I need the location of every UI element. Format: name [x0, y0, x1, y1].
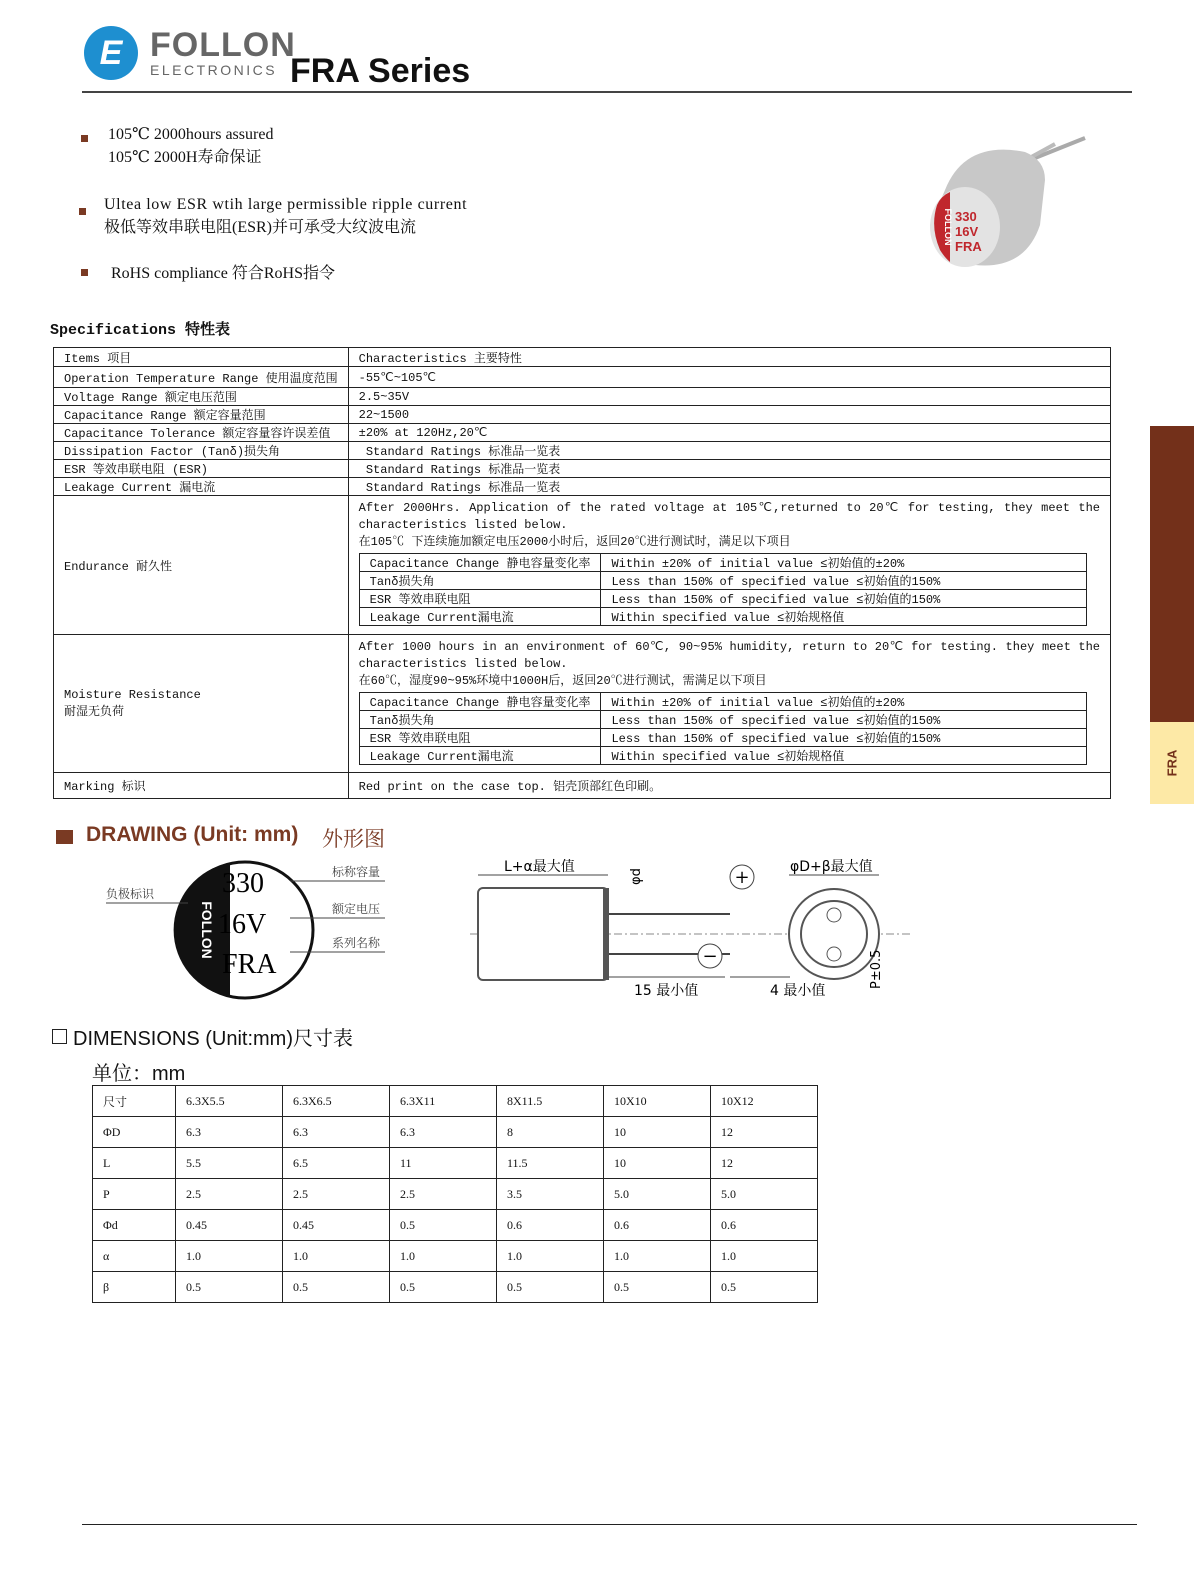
dim-cell: 6.3X6.5: [283, 1086, 390, 1117]
table-row: [93, 1241, 818, 1272]
capacitor-base: [603, 888, 609, 980]
bullet-icon: [81, 135, 88, 142]
spec-item: ESR 等效串联电阻 (ESR): [54, 460, 349, 478]
dim-cell: 2.5: [390, 1179, 497, 1210]
dim-cell: 0.5: [711, 1272, 818, 1303]
table-row: [54, 442, 1111, 460]
section-marker-icon: [56, 830, 73, 844]
capacitor-outline: [478, 888, 608, 980]
product-cap: 330: [955, 209, 977, 224]
table-row: [359, 728, 1086, 746]
spec-value: -55℃~105℃: [348, 367, 1110, 388]
table-row: [359, 692, 1086, 710]
dim-cell: 1.0: [390, 1241, 497, 1272]
footer-divider: [82, 1524, 1137, 1525]
section-marker-icon: [52, 1029, 67, 1044]
dim-cell: 1.0: [176, 1241, 283, 1272]
dim-cell: 6.3X5.5: [176, 1086, 283, 1117]
sub-value: Within ±20% of initial value ≤初始值的±20%: [601, 692, 1086, 710]
spec-item: Voltage Range 额定电压范围: [54, 388, 349, 406]
sub-key: ESR 等效串联电阻: [359, 728, 601, 746]
table-row: [359, 710, 1086, 728]
endurance-text-cn: 在105℃ 下连续施加额定电压2000小时后，返回20℃进行测试时，满足以下项目: [358, 535, 791, 549]
dim-cell: 8: [497, 1117, 604, 1148]
dim-cell: 8X11.5: [497, 1086, 604, 1117]
dim-cell: 0.5: [390, 1210, 497, 1241]
table-row: [93, 1148, 818, 1179]
bullet-icon: [81, 269, 88, 276]
spec-value: ±20% at 120Hz,20℃: [348, 424, 1110, 442]
pitch-label: P±0.5: [869, 949, 884, 989]
spec-value: 22~1500: [348, 406, 1110, 424]
logo-letter: E: [99, 34, 123, 72]
moisture-text-en: After 1000 hours in an environment of 60℃, 90~95% humidity, return to 20℃ for testing. they meet the characteristics listed below.: [358, 639, 1100, 671]
dim-cell: 12: [711, 1117, 818, 1148]
dim-cell: 6.3X11: [390, 1086, 497, 1117]
dim-cell: 0.6: [497, 1210, 604, 1241]
dim-cell: 0.6: [711, 1210, 818, 1241]
marking-value: Red print on the case top. 铝壳顶部红色印刷。: [348, 773, 1110, 799]
brand-subtitle: ELECTRONICS: [150, 62, 278, 78]
sub-key: Capacitance Change 静电容量变化率: [359, 554, 601, 572]
dim-cell: 1.0: [283, 1241, 390, 1272]
lead-wire: [1030, 138, 1085, 160]
table-row: [359, 746, 1086, 764]
volt-label: 额定电压: [332, 902, 381, 916]
spec-value: Standard Ratings 标准品一览表: [348, 478, 1110, 496]
table-row: [54, 406, 1111, 424]
feature-1-en: 105℃ 2000hours assured: [108, 126, 274, 143]
dim-cell: 0.45: [176, 1210, 283, 1241]
spec-item: Capacitance Range 额定容量范围: [54, 406, 349, 424]
spec-item: Leakage Current 漏电流: [54, 478, 349, 496]
sub-value: Less than 150% of specified value ≤初始值的150%: [601, 728, 1086, 746]
spec-head-char: Characteristics 主要特性: [348, 348, 1110, 367]
dim-cell: 10X12: [711, 1086, 818, 1117]
sub-value: Less than 150% of specified value ≤初始值的150%: [601, 710, 1086, 728]
moisture-cell: [348, 635, 1110, 773]
dim-cell: 5.0: [711, 1179, 818, 1210]
dim-cell: 5.5: [176, 1148, 283, 1179]
dim-cell: 11.5: [497, 1148, 604, 1179]
sub-value: Within specified value ≤初始规格值: [601, 608, 1086, 626]
dim-cell: 0.5: [283, 1272, 390, 1303]
dim-row-label: ΦD: [93, 1117, 176, 1148]
spec-head-item: Items 项目: [54, 348, 349, 367]
dim-cell: 2.5: [176, 1179, 283, 1210]
dim-cell: 1.0: [604, 1241, 711, 1272]
table-row: [54, 635, 1111, 773]
top-series: FRA: [222, 949, 277, 980]
drawing-title-cn: 外形图: [322, 828, 385, 851]
table-row: [54, 388, 1111, 406]
dim-cell: 0.5: [176, 1272, 283, 1303]
spec-value: 2.5~35V: [348, 388, 1110, 406]
spec-item: Operation Temperature Range 使用温度范围: [54, 367, 349, 388]
table-row: [54, 496, 1111, 635]
minus-symbol: −: [702, 946, 718, 967]
dim-cell: 12: [711, 1148, 818, 1179]
dim-row-label: α: [93, 1241, 176, 1272]
endurance-subtable: [359, 553, 1087, 626]
endurance-item: Endurance 耐久性: [54, 496, 349, 635]
dim-row-label: 尺寸: [93, 1086, 176, 1117]
endurance-text-en: After 2000Hrs. Application of the rated voltage at 105℃,returned to 20℃ for testing, they meet the characteristics listed below.: [358, 501, 1100, 532]
dim-cell: 6.5: [283, 1148, 390, 1179]
table-row: [359, 572, 1086, 590]
moisture-text-cn: 在60℃，湿度90~95%环境中1000H后，返回20℃进行测试，需满足以下项目: [358, 673, 767, 688]
end-min-label: 4 最小值: [770, 983, 826, 999]
sub-value: Less than 150% of specified value ≤初始值的150%: [601, 590, 1086, 608]
dim-cell: 1.0: [497, 1241, 604, 1272]
dim-cell: 0.5: [604, 1272, 711, 1303]
dim-cell: 11: [390, 1148, 497, 1179]
page-title: FRA Series: [290, 52, 471, 90]
dim-cell: 5.0: [604, 1179, 711, 1210]
feature-2: [104, 193, 467, 239]
bullet-icon: [79, 208, 86, 215]
table-row: [93, 1210, 818, 1241]
moisture-item: [54, 635, 349, 773]
neg-mark-label: 负极标识: [106, 887, 155, 901]
moisture-subtable: [359, 692, 1087, 765]
table-row: [359, 554, 1086, 572]
moisture-item-cn: 耐湿无负荷: [64, 705, 125, 719]
spec-table: [53, 347, 1111, 799]
spec-item: Capacitance Tolerance 额定容量容许误差值: [54, 424, 349, 442]
table-row: [359, 608, 1086, 626]
side-tab-label: FRA: [1164, 749, 1180, 777]
feature-2-cn: 极低等效串联电阻(ESR)并可承受大纹波电流: [104, 219, 417, 236]
spec-value: Standard Ratings 标准品一览表: [348, 460, 1110, 478]
brand-name: FOLLON: [150, 26, 296, 64]
product-image: [925, 130, 1110, 280]
dim-cell: 0.5: [497, 1272, 604, 1303]
marking-item: Marking 标识: [54, 773, 349, 799]
sub-key: Tanδ损失角: [359, 572, 601, 590]
table-row: [93, 1086, 818, 1117]
sub-key: ESR 等效串联电阻: [359, 590, 601, 608]
table-row: [54, 460, 1111, 478]
plus-symbol: +: [734, 867, 750, 888]
feature-3: RoHS compliance 符合RoHS指令: [111, 265, 335, 282]
dim-cell: 10: [604, 1148, 711, 1179]
dim-cell: 3.5: [497, 1179, 604, 1210]
side-tab-bar: [1150, 426, 1194, 722]
sub-value: Less than 150% of specified value ≤初始值的150%: [601, 572, 1086, 590]
side-tab: [1150, 722, 1194, 804]
top-view-drawing: [100, 855, 400, 1005]
sub-value: Within ±20% of initial value ≤初始值的±20%: [601, 554, 1086, 572]
product-brand: FOLLON: [943, 208, 953, 246]
sub-key: Leakage Current漏电流: [359, 608, 601, 626]
unit-label: 单位：mm: [92, 1063, 186, 1085]
side-view-drawing: [470, 855, 910, 1015]
table-row: [54, 367, 1111, 388]
cap-label: 标称容量: [332, 865, 381, 879]
table-row: [54, 773, 1111, 799]
header-divider: [82, 91, 1132, 93]
feature-1: [108, 123, 273, 169]
moisture-item-en: Moisture Resistance: [64, 688, 201, 702]
table-row: [93, 1272, 818, 1303]
drawing-title: DRAWING (Unit: mm): [86, 823, 299, 846]
logo: [84, 26, 138, 80]
dimensions-title: DIMENSIONS (Unit:mm)尺寸表: [73, 1028, 353, 1050]
table-row: [93, 1117, 818, 1148]
dim-cell: 6.3: [176, 1117, 283, 1148]
spec-title: Specifications 特性表: [50, 322, 231, 339]
table-row: [54, 478, 1111, 496]
sub-key: Tanδ损失角: [359, 710, 601, 728]
dim-row-label: Φd: [93, 1210, 176, 1241]
sub-key: Capacitance Change 静电容量变化率: [359, 692, 601, 710]
dim-cell: 6.3: [390, 1117, 497, 1148]
table-row: [54, 424, 1111, 442]
top-brand: FOLLON: [199, 901, 215, 959]
feature-1-cn: 105℃ 2000H寿命保证: [108, 149, 262, 166]
dim-row-label: L: [93, 1148, 176, 1179]
diameter-label: φD+β最大值: [790, 859, 873, 875]
endurance-cell: [348, 496, 1110, 635]
dimensions-table: [92, 1085, 818, 1303]
lead-hole: [827, 908, 841, 922]
dim-row-label: β: [93, 1272, 176, 1303]
product-volt: 16V: [955, 224, 979, 239]
dim-cell: 0.6: [604, 1210, 711, 1241]
table-row: [93, 1179, 818, 1210]
table-row: [359, 590, 1086, 608]
lead-min-label: 15 最小值: [634, 983, 699, 999]
bottom-outline: [789, 889, 879, 979]
dim-cell: 0.45: [283, 1210, 390, 1241]
lead-hole: [827, 947, 841, 961]
dim-cell: 10: [604, 1117, 711, 1148]
dim-cell: 0.5: [390, 1272, 497, 1303]
dim-row-label: P: [93, 1179, 176, 1210]
sub-key: Leakage Current漏电流: [359, 746, 601, 764]
dim-cell: 2.5: [283, 1179, 390, 1210]
dim-cell: 1.0: [711, 1241, 818, 1272]
product-series: FRA: [955, 239, 982, 254]
lead-diameter-label: φd: [629, 868, 644, 885]
feature-2-en: Ultea low ESR wtih large permissible ripple current: [104, 196, 468, 213]
dim-cell: 6.3: [283, 1117, 390, 1148]
length-label: L+α最大值: [504, 859, 575, 875]
dim-cell: 10X10: [604, 1086, 711, 1117]
table-row: [54, 348, 1111, 367]
top-cap: 330: [222, 868, 264, 899]
spec-value: Standard Ratings 标准品一览表: [348, 442, 1110, 460]
top-volt: 16V: [218, 909, 267, 940]
sub-value: Within specified value ≤初始规格值: [601, 746, 1086, 764]
series-label: 系列名称: [332, 936, 381, 950]
spec-item: Dissipation Factor (Tanδ)损失角: [54, 442, 349, 460]
